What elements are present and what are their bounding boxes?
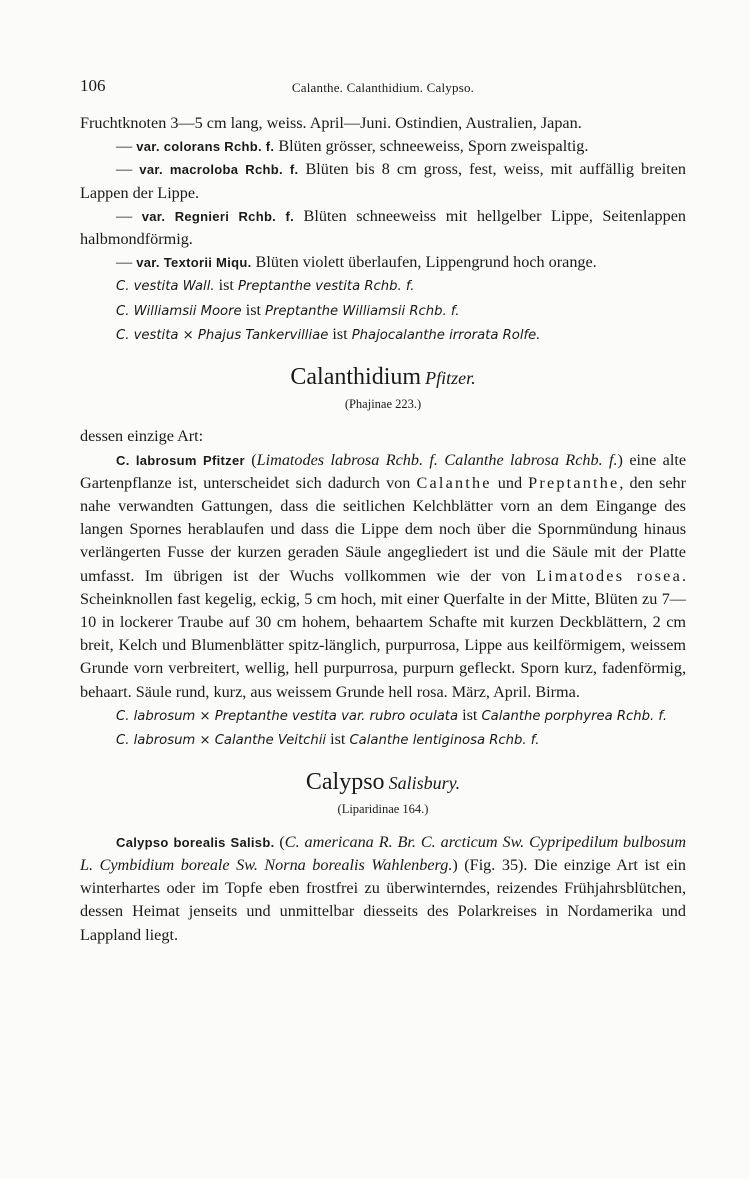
variety-name: var. Textorii Miqu. [136, 255, 252, 271]
subfamily-ref: (Phajinae 223.) [344, 397, 422, 412]
paragraph-calanthidium: C. labrosum Pfitzer (Limatodes labrosa Rchb. f. Calanthe labrosa Rchb. f.) eine alte Gartenpflanze ist, unterscheidet sich dadurch von Calanthe und Preptanthe, den sehr nahe verwandten Gattungen, dass die seitlichen Kelchblätter vorn an dem Eingange des langen Spornes herablaufen und dass die Lippe dem noch über die Spornmündung hinaus verlängerten Fusse der kurzen geraden Säule angegliedert ist und die Säule mit der Platte umfasst. Im übrigen ist der Wuchs vollkommen wie der von Limatodes rosea. Scheinknollen fast kegelig, eckig, 5 cm hoch, mit einer Querfalte in der Mitte, Blüten zu 7—10 in lockerer Traube auf 30 cm hohem, behaartem Schafte mit kurzen Deckblättern, 2 cm breit, Kelch und Blumenblätter spitz-länglich, purpurrosa, Lippe aus keilförmigem, weissem Grunde vorn verbreitert, wellig, hell purpurrosa, purpurn gefleckt. Sporn kurz, fadenförmig, behaart. Säule rund, kurz, aus weissem Grunde hell rosa. März, April. Birma. [80, 450, 687, 701]
synonyms: Limatodes labrosa Rchb. f. Calanthe labrosa Rchb. f. [256, 450, 618, 469]
document-page [80, 74, 686, 947]
synonym-line: C. vestita × Phajus Tankervilliae ist Phajocalanthe irrorata Rolfe. [116, 324, 541, 343]
synonym-line: C. Williamsii Moore ist Preptanthe Williamsii Rchb. f. [116, 300, 460, 319]
synonym-line: C. labrosum × Preptanthe vestita var. rubro oculata ist Calanthe porphyrea Rchb. f. [116, 705, 668, 724]
page-number: 106 [80, 76, 106, 95]
variety-regnieri: — var. Regnieri Rchb. f. Blüten schneeweiss mit hellgelber Lippe, Seitenlappen halbmondförmig. [80, 206, 686, 249]
paragraph-calanthe-end: Fruchtknoten 3—5 cm lang, weiss. April—Juni. Ostindien, Australien, Japan. [80, 114, 582, 132]
genus-ref: Preptanthe [528, 473, 620, 492]
genus-ref: Limatodes rosea [536, 566, 682, 585]
running-title: Calanthe. Calanthidium. Calypso. [291, 80, 475, 95]
genus-ref: Calanthe [416, 473, 492, 492]
synonym-line: C. vestita Wall. ist Preptanthe vestita Rchb. f. [116, 276, 415, 295]
species-name: Calypso borealis Salisb. [116, 834, 275, 850]
genus-heading-calanthidium [80, 366, 686, 391]
variety-textorii: — var. Textorii Miqu. Blüten violett überlaufen, Lippengrund hoch orange. [116, 253, 597, 272]
species-name: C. labrosum Pfitzer [116, 452, 245, 468]
subfamily-ref: (Liparidinae 164.) [337, 802, 429, 817]
variety-macroloba: — var. macroloba Rchb. f. Blüten bis 8 cm gross, fest, weiss, mit auffällig breiten Lappen der Lippe. [80, 160, 687, 202]
variety-colorans: — var. colorans Rchb. f. Blüten grösser, schneeweiss, Sporn zweispaltig. [116, 137, 589, 156]
running-header [80, 74, 686, 100]
synonym-line: C. labrosum × Calanthe Veitchii ist Calanthe lentiginosa Rchb. f. [116, 730, 540, 749]
genus-name: Calypso [305, 769, 385, 796]
paragraph-calypso: Calypso borealis Salisb. (C. americana R. Br. C. arcticum Sw. Cypripedilum bulbosum L. Cymbidium boreale Sw. Norna borealis Wahlenberg.) (Fig. 35). Die einzige Art ist ein winterhartes oder im Topfe eben frostfrei zu überwinterndes, reizendes Frühjahrsblütchen, dessen Heimat jenseits und unmittelbar diesseits des Polarkreises in Nordamerika und Lappland liegt. [80, 832, 687, 944]
variety-name: var. Regnieri Rchb. f. [141, 208, 295, 224]
variety-name: var. macroloba Rchb. f. [139, 162, 299, 178]
genus-name: Calanthidium [290, 364, 422, 391]
paragraph-intro: dessen einzige Art: [80, 427, 204, 446]
genus-author: Pfitzer. [425, 368, 476, 389]
genus-author: Salisbury. [388, 773, 461, 794]
variety-name: var. colorans Rchb. f. [136, 139, 275, 155]
genus-heading-calypso [80, 771, 686, 796]
synonyms: C. americana R. Br. C. arcticum Sw. Cypripedilum bulbosum L. Cymbidium boreale Sw. Norna borealis Wahlenberg. [80, 832, 687, 874]
